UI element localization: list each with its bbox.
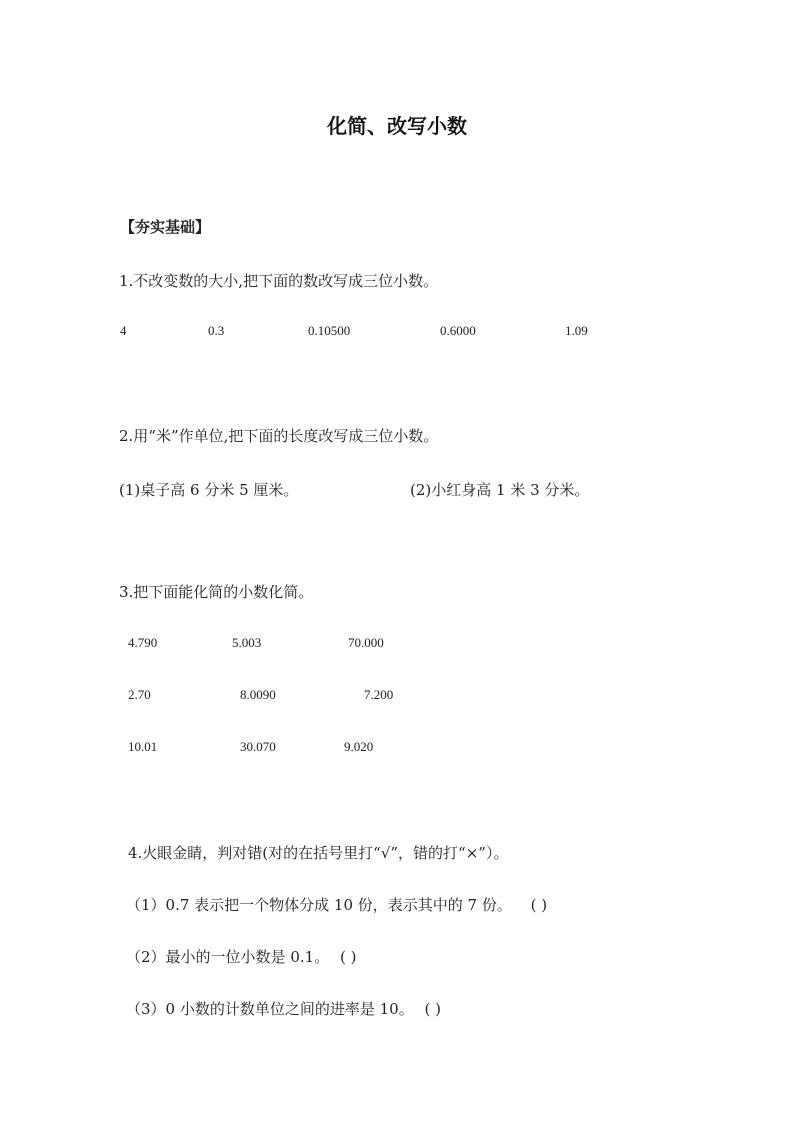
- q1-prompt: 1.不改变数的大小,把下面的数改写成三位小数。: [119, 272, 439, 290]
- q1-number: 4: [120, 323, 127, 338]
- q2-prompt: 2.用“米”作单位,把下面的长度改写成三位小数。: [119, 427, 439, 445]
- q2-item: (1)桌子高 6 分米 5 厘米。: [119, 481, 299, 499]
- q1-number: 0.6000: [440, 323, 476, 338]
- q3-prompt: 3.把下面能化简的小数化简。: [119, 583, 314, 601]
- section-heading: 【夯实基础】: [120, 218, 211, 236]
- q3-number: 7.200: [364, 687, 394, 702]
- q3-number: 4.790: [128, 635, 158, 650]
- answer-blank[interactable]: ( ): [339, 948, 357, 966]
- q2-item: (2)小红身高 1 米 3 分米。: [410, 481, 590, 499]
- q3-number: 9.020: [344, 739, 374, 754]
- q3-number: 30.070: [240, 739, 276, 754]
- q1-number: 0.10500: [308, 323, 351, 338]
- answer-blank[interactable]: ( ): [530, 896, 548, 914]
- q4-prompt: 4.火眼金睛，判对错(对的在括号里打“√”，错的打“×”）。: [128, 844, 509, 862]
- q3-number: 5.003: [232, 635, 262, 650]
- q4-item: [126, 998, 441, 1019]
- q4-item-text: （2）最小的一位小数是 0.1。: [126, 948, 330, 966]
- q1-number: 1.09: [565, 323, 588, 338]
- q4-item-text: （1）0.7 表示把一个物体分成 10 份，表示其中的 7 份。: [126, 896, 512, 914]
- page-title: 化简、改写小数: [327, 114, 467, 138]
- q3-number: 70.000: [348, 635, 384, 650]
- q3-number: 10.01: [128, 739, 158, 754]
- q4-item-text: （3）0 小数的计数单位之间的进率是 10。: [126, 1000, 414, 1018]
- q1-number: 0.3: [208, 323, 225, 338]
- q4-item: [126, 894, 547, 915]
- answer-blank[interactable]: ( ): [424, 1000, 441, 1018]
- q3-number: 2.70: [128, 687, 151, 702]
- q4-item: [126, 946, 356, 967]
- q3-number: 8.0090: [240, 687, 276, 702]
